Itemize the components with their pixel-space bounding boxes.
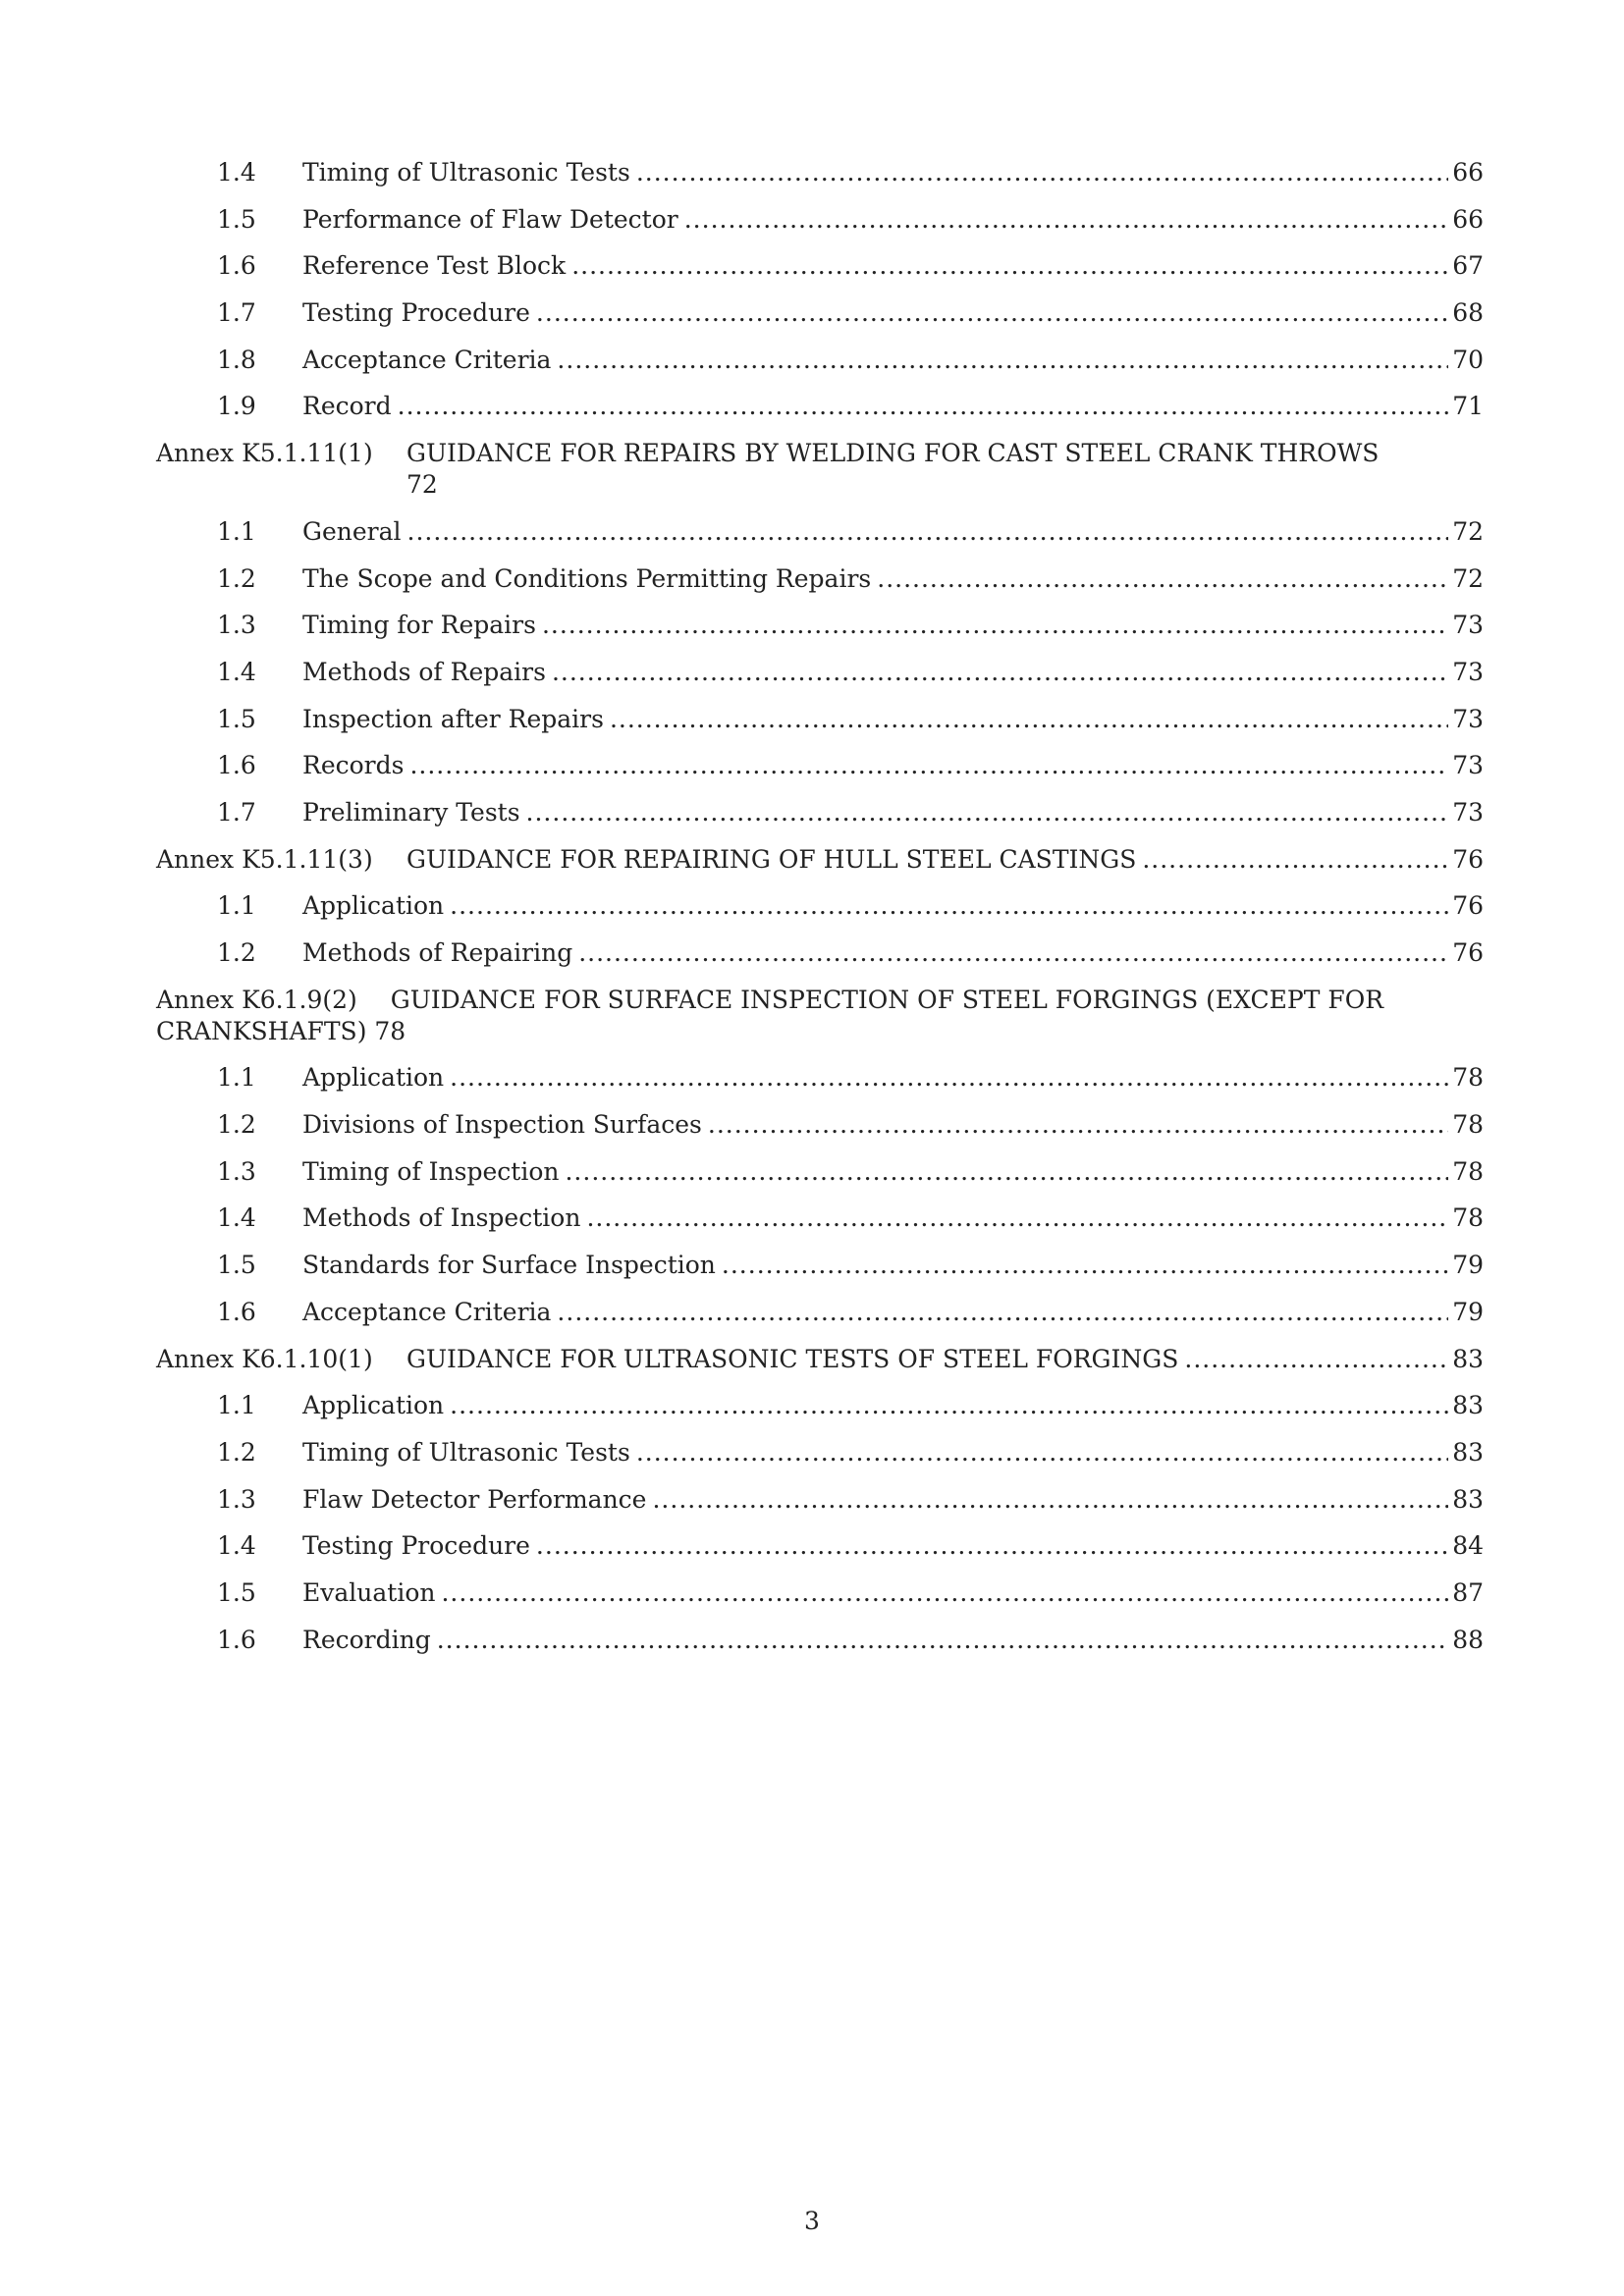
toc-group-1 bbox=[156, 157, 1484, 422]
toc-entry-number: 1.4 bbox=[217, 657, 256, 686]
dot-leader bbox=[557, 345, 1448, 376]
toc-entry[interactable] bbox=[156, 1156, 1484, 1188]
toc-entry[interactable] bbox=[156, 704, 1484, 735]
toc-entry[interactable] bbox=[156, 1484, 1484, 1516]
toc-entry-number: 1.6 bbox=[217, 751, 256, 780]
toc-entry-title: Timing of Ultrasonic Tests bbox=[302, 1437, 630, 1467]
toc-entry-title: Acceptance Criteria bbox=[302, 1297, 552, 1326]
toc-entry-title: Application bbox=[302, 1391, 445, 1420]
toc-entry-title: Standards for Surface Inspection bbox=[302, 1251, 716, 1280]
dot-leader bbox=[407, 516, 1449, 548]
dot-leader bbox=[684, 204, 1448, 236]
dot-leader bbox=[450, 890, 1448, 922]
toc-entry[interactable] bbox=[156, 204, 1484, 236]
annex-label: Annex K5.1.11(3) bbox=[156, 844, 373, 874]
toc-entry-number: 1.5 bbox=[217, 204, 256, 234]
annex-title: GUIDANCE FOR SURFACE INSPECTION OF STEEL FORGINGS (EXCEPT FOR CRANKSHAFTS) bbox=[156, 985, 1384, 1045]
toc-entry-page: 87 bbox=[1452, 1577, 1484, 1607]
toc-entry-title: Inspection after Repairs bbox=[302, 704, 604, 733]
toc-entry-number: 1.3 bbox=[217, 1156, 256, 1186]
toc-entry-title: Reference Test Block bbox=[302, 251, 567, 281]
toc-entry-page: 83 bbox=[1452, 1391, 1484, 1420]
toc-entry-number: 1.6 bbox=[217, 251, 256, 281]
toc-entry-page: 73 bbox=[1452, 797, 1484, 827]
toc-entry-page: 70 bbox=[1452, 345, 1484, 374]
annex-title: GUIDANCE FOR REPAIRS BY WELDING FOR CAST STEEL CRANK THROWS bbox=[406, 439, 1380, 468]
toc-entry-number: 1.4 bbox=[217, 1203, 256, 1233]
toc-entry-page: 84 bbox=[1452, 1531, 1484, 1561]
toc-entry[interactable] bbox=[156, 516, 1484, 548]
toc-entry[interactable] bbox=[156, 1202, 1484, 1234]
toc-entry[interactable] bbox=[156, 345, 1484, 376]
dot-leader bbox=[636, 1437, 1448, 1468]
dot-leader bbox=[610, 704, 1448, 735]
dot-leader bbox=[557, 1297, 1448, 1328]
toc-entry-title: Acceptance Criteria bbox=[302, 345, 552, 374]
toc-group-4 bbox=[156, 1062, 1484, 1327]
annex-heading[interactable] bbox=[156, 844, 1484, 876]
toc-entry-number: 1.5 bbox=[217, 1577, 256, 1607]
dot-leader bbox=[536, 297, 1448, 329]
toc-entry-title: Preliminary Tests bbox=[302, 797, 520, 827]
dot-leader bbox=[437, 1625, 1448, 1656]
annex-title-block bbox=[406, 438, 1484, 501]
toc-entry-number: 1.7 bbox=[217, 298, 256, 328]
toc-entry[interactable] bbox=[156, 563, 1484, 595]
dot-leader bbox=[542, 610, 1448, 641]
toc-entry-title: Application bbox=[302, 891, 445, 921]
toc-entry-number: 1.9 bbox=[217, 392, 256, 421]
dot-leader bbox=[552, 657, 1448, 688]
toc-entry-number: 1.5 bbox=[217, 1251, 256, 1280]
toc-entry-page: 73 bbox=[1452, 704, 1484, 733]
toc-entry-page: 79 bbox=[1452, 1297, 1484, 1326]
annex-page: 78 bbox=[374, 1016, 406, 1045]
toc-entry-title: Timing of Inspection bbox=[302, 1156, 560, 1186]
dot-leader bbox=[1184, 1344, 1448, 1375]
toc-entry-title: Performance of Flaw Detector bbox=[302, 204, 678, 234]
toc-entry-title: Record bbox=[302, 392, 392, 421]
annex-heading[interactable] bbox=[156, 1344, 1484, 1375]
annex-page: 83 bbox=[1452, 1344, 1484, 1373]
toc-entry[interactable] bbox=[156, 1109, 1484, 1141]
toc-entry-number: 1.2 bbox=[217, 563, 256, 593]
annex-heading[interactable] bbox=[156, 438, 1484, 501]
toc-entry-page: 73 bbox=[1452, 657, 1484, 686]
toc-entry[interactable] bbox=[156, 391, 1484, 422]
toc-entry[interactable] bbox=[156, 1625, 1484, 1656]
toc-entry[interactable] bbox=[156, 890, 1484, 922]
dot-leader bbox=[636, 157, 1448, 188]
toc-entry-page: 68 bbox=[1452, 298, 1484, 328]
toc-entry-number: 1.6 bbox=[217, 1625, 256, 1654]
toc-entry-page: 71 bbox=[1452, 392, 1484, 421]
dot-leader bbox=[877, 563, 1448, 595]
annex-title: GUIDANCE FOR REPAIRING OF HULL STEEL CASTINGS bbox=[406, 844, 1137, 874]
page-number: 3 bbox=[804, 2207, 820, 2235]
toc-entry-page: 83 bbox=[1452, 1437, 1484, 1467]
dot-leader bbox=[536, 1530, 1448, 1562]
dot-leader bbox=[526, 797, 1449, 828]
toc-entry-page: 72 bbox=[1452, 516, 1484, 546]
toc-entry-number: 1.8 bbox=[217, 345, 256, 374]
toc-entry-page: 72 bbox=[1452, 563, 1484, 593]
toc-entry-number: 1.4 bbox=[217, 1531, 256, 1561]
toc-entry[interactable] bbox=[156, 250, 1484, 282]
toc-entry-title: Divisions of Inspection Surfaces bbox=[302, 1110, 702, 1140]
toc-entry-number: 1.3 bbox=[217, 1484, 256, 1514]
toc-entry-title: Application bbox=[302, 1063, 445, 1093]
toc-entry-number: 1.5 bbox=[217, 704, 256, 733]
toc-entry[interactable] bbox=[156, 750, 1484, 781]
toc-entry[interactable] bbox=[156, 1577, 1484, 1609]
toc-entry[interactable] bbox=[156, 297, 1484, 329]
table-of-contents bbox=[156, 157, 1484, 1671]
toc-entry-page: 67 bbox=[1452, 251, 1484, 281]
toc-entry[interactable] bbox=[156, 1390, 1484, 1421]
dot-leader bbox=[441, 1577, 1448, 1609]
toc-entry[interactable] bbox=[156, 157, 1484, 188]
toc-entry-page: 76 bbox=[1452, 891, 1484, 921]
toc-entry[interactable] bbox=[156, 1062, 1484, 1094]
toc-entry-title: Methods of Inspection bbox=[302, 1203, 581, 1233]
annex-title: GUIDANCE FOR ULTRASONIC TESTS OF STEEL FORGINGS bbox=[406, 1344, 1179, 1373]
toc-entry-number: 1.2 bbox=[217, 1437, 256, 1467]
toc-entry-page: 79 bbox=[1452, 1251, 1484, 1280]
toc-entry[interactable] bbox=[156, 797, 1484, 828]
toc-entry-page: 88 bbox=[1452, 1625, 1484, 1654]
dot-leader bbox=[398, 391, 1449, 422]
dot-leader bbox=[722, 1250, 1448, 1281]
toc-entry-number: 1.6 bbox=[217, 1297, 256, 1326]
toc-entry-page: 66 bbox=[1452, 158, 1484, 187]
toc-entry-title: The Scope and Conditions Permitting Repairs bbox=[302, 563, 872, 593]
toc-entry[interactable] bbox=[156, 1530, 1484, 1562]
toc-entry-page: 78 bbox=[1452, 1063, 1484, 1093]
toc-entry-title: Methods of Repairs bbox=[302, 657, 546, 686]
toc-entry[interactable] bbox=[156, 1250, 1484, 1281]
toc-entry-page: 73 bbox=[1452, 611, 1484, 640]
toc-entry-page: 78 bbox=[1452, 1156, 1484, 1186]
toc-entry-title: Methods of Repairing bbox=[302, 938, 573, 967]
toc-entry-number: 1.2 bbox=[217, 938, 256, 967]
toc-group-2 bbox=[156, 516, 1484, 828]
toc-entry-page: 73 bbox=[1452, 751, 1484, 780]
toc-entry-title: Testing Procedure bbox=[302, 1531, 530, 1561]
dot-leader bbox=[571, 250, 1448, 282]
toc-entry-number: 1.1 bbox=[217, 1063, 256, 1093]
dot-leader bbox=[409, 750, 1448, 781]
toc-group-3 bbox=[156, 890, 1484, 969]
toc-entry[interactable] bbox=[156, 1297, 1484, 1328]
dot-leader bbox=[586, 1202, 1448, 1234]
dot-leader bbox=[652, 1484, 1448, 1516]
dot-leader bbox=[450, 1390, 1448, 1421]
toc-entry-number: 1.3 bbox=[217, 611, 256, 640]
toc-entry[interactable] bbox=[156, 657, 1484, 688]
annex-page: 76 bbox=[1452, 844, 1484, 874]
toc-entry-title: Evaluation bbox=[302, 1577, 436, 1607]
toc-entry-number: 1.1 bbox=[217, 891, 256, 921]
toc-entry[interactable] bbox=[156, 937, 1484, 969]
toc-entry-number: 1.4 bbox=[217, 158, 256, 187]
toc-entry-number: 1.2 bbox=[217, 1110, 256, 1140]
toc-entry-page: 78 bbox=[1452, 1110, 1484, 1140]
toc-entry-number: 1.7 bbox=[217, 797, 256, 827]
toc-entry-title: Timing for Repairs bbox=[302, 611, 536, 640]
toc-entry-page: 78 bbox=[1452, 1203, 1484, 1233]
toc-entry-title: Timing of Ultrasonic Tests bbox=[302, 158, 630, 187]
toc-entry[interactable] bbox=[156, 610, 1484, 641]
dot-leader bbox=[708, 1109, 1448, 1141]
dot-leader bbox=[1142, 844, 1448, 876]
toc-entry[interactable] bbox=[156, 1437, 1484, 1468]
dot-leader bbox=[565, 1156, 1448, 1188]
annex-page: 72 bbox=[406, 470, 438, 500]
toc-entry-title: Records bbox=[302, 751, 405, 780]
toc-entry-title: Recording bbox=[302, 1625, 431, 1654]
dot-leader bbox=[578, 937, 1448, 969]
toc-entry-page: 66 bbox=[1452, 204, 1484, 234]
toc-entry-page: 76 bbox=[1452, 938, 1484, 967]
toc-entry-number: 1.1 bbox=[217, 1391, 256, 1420]
annex-heading[interactable] bbox=[156, 985, 1484, 1047]
toc-entry-title: Testing Procedure bbox=[302, 298, 530, 328]
annex-label: Annex K5.1.11(1) bbox=[156, 439, 373, 468]
annex-label: Annex K6.1.10(1) bbox=[156, 1344, 373, 1373]
toc-entry-title: General bbox=[302, 516, 402, 546]
annex-label: Annex K6.1.9(2) bbox=[156, 985, 357, 1014]
toc-entry-page: 83 bbox=[1452, 1484, 1484, 1514]
toc-group-5 bbox=[156, 1390, 1484, 1655]
toc-entry-title: Flaw Detector Performance bbox=[302, 1484, 647, 1514]
dot-leader bbox=[450, 1062, 1448, 1094]
toc-entry-number: 1.1 bbox=[217, 516, 256, 546]
